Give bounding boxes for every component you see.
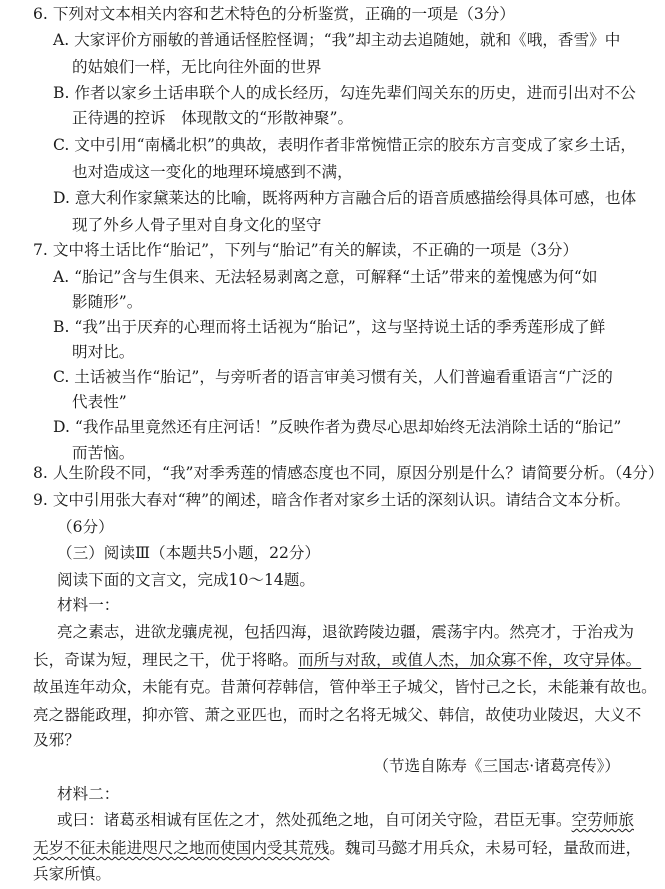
q7-option-d-cont: 而苦恼。 (72, 444, 135, 462)
underlined-sentence: 而所与对敌，或值人杰，加众寡不侔，攻守异体。 (298, 651, 642, 669)
q6-option-a: A. 大家评价方丽敏的普通话怪腔怪调；“我”却主动去追随她，就和《哦，香雪》中 (53, 31, 621, 49)
q7-option-a: A. “胎记”含与生俱来、无法轻易剥离之意，可解释“土话”带来的羞愧感为何“如 (53, 268, 598, 286)
q7-option-b-cont: 明对比。 (72, 343, 135, 361)
q7-option-a-cont: 影随形”。 (72, 293, 143, 311)
material-1-text: 长，奇谋为短，理民之干，优于将略。 (33, 651, 299, 669)
material-1-heading: 材料一： (57, 596, 120, 614)
material-1-line: 及邪？ (33, 731, 80, 749)
q6-option-d-cont: 现了外乡人骨子里对自身文化的坚守 (72, 216, 322, 234)
q6-option-d: D. 意大利作家黛莱达的比喻，既将两种方言融合后的语音质感描绘得具体可感，也体 (53, 189, 637, 207)
q7-option-b: B. “我”出于厌弃的心理而将土话视为“胎记”，这与坚持说土话的季秀莲形成了鲜 (53, 318, 606, 336)
material-2-heading: 材料二： (57, 785, 120, 803)
question-9: 9. 文中引用张大春对“稗”的阐述，暗含作者对家乡土话的深刻认识。请结合文本分析。 (33, 491, 631, 509)
material-2-line (33, 838, 641, 858)
material-2-line (57, 810, 634, 830)
q6-option-b-cont: 正待遇的控诉 体现散文的“形散神聚”。 (72, 109, 354, 127)
q6-option-b: B. 作者以家乡土话串联个人的成长经历，勾连先辈们闯关东的历史，进而引出对不公 (53, 84, 636, 102)
material-1-line: 故虽连年动众，未能有克。昔萧何荐韩信，管仲举王子城父，皆忖己之长，未能兼有故也。 (33, 678, 657, 696)
question-7-stem: 7. 文中将土话比作“胎记”，下列与“胎记”有关的解读，不正确的一项是（3分） (33, 241, 579, 259)
material-2-text: 。魏司马懿才用兵众，未易可轻，量敌而进， (329, 839, 642, 857)
question-8: 8. 人生阶段不同，“我”对季秀莲的情感态度也不同，原因分别是什么？请简要分析。（4分） (33, 464, 664, 482)
question-9-score: （6分） (57, 518, 114, 536)
underlined-sentence: 空劳师旅 (571, 811, 634, 829)
material-1-line: 亮之器能政理，抑亦管、萧之亚匹也，而时之名将无城父、韩信，故使功业陵迟，大义不 (33, 706, 642, 724)
q7-option-d: D. “我作品里竟然还有庄河话！”反映作者为费尽心思却始终无法消除土话的“胎记” (53, 418, 622, 436)
underlined-sentence: 无岁不征未能进咫尺之地而使国内受其荒残 (33, 839, 330, 857)
section-3-instruction: 阅读下面的文言文，完成10～14题。 (57, 571, 315, 589)
material-1-line: 亮之素志，进欲龙骧虎视，包括四海，退欲跨陵边疆，震荡宇内。然亮才，于治戎为 (57, 623, 634, 641)
q7-option-c-cont: 代表性” (72, 393, 127, 411)
material-2-text: 或曰：诸葛丞相诚有匡佐之才，然处孤绝之地，自可闭关守险，君臣无事。 (57, 811, 572, 829)
question-6-stem: 6. 下列对文本相关内容和艺术特色的分析鉴赏，正确的一项是（3分） (33, 5, 515, 23)
q6-option-a-cont: 的姑娘们一样，无比向往外面的世界 (72, 58, 322, 76)
q7-option-c: C. 土话被当作“胎记”，与旁听者的语言审美习惯有关，人们普遍看重语言“广泛的 (53, 368, 613, 386)
material-1-line (33, 650, 641, 670)
q6-option-c: C. 文中引用“南橘北枳”的典故，表明作者非常惋惜正宗的胶东方言变成了家乡土话， (53, 136, 637, 154)
material-1-source: （节选自陈寿《三国志·诸葛亮传》） (373, 757, 620, 775)
section-3-title: （三）阅读Ⅲ（本题共5小题，22分） (57, 544, 321, 562)
material-2-line: 兵家所慎。 (33, 865, 111, 883)
q6-option-c-cont: 也对造成这一变化的地理环境感到不满， (72, 163, 353, 181)
